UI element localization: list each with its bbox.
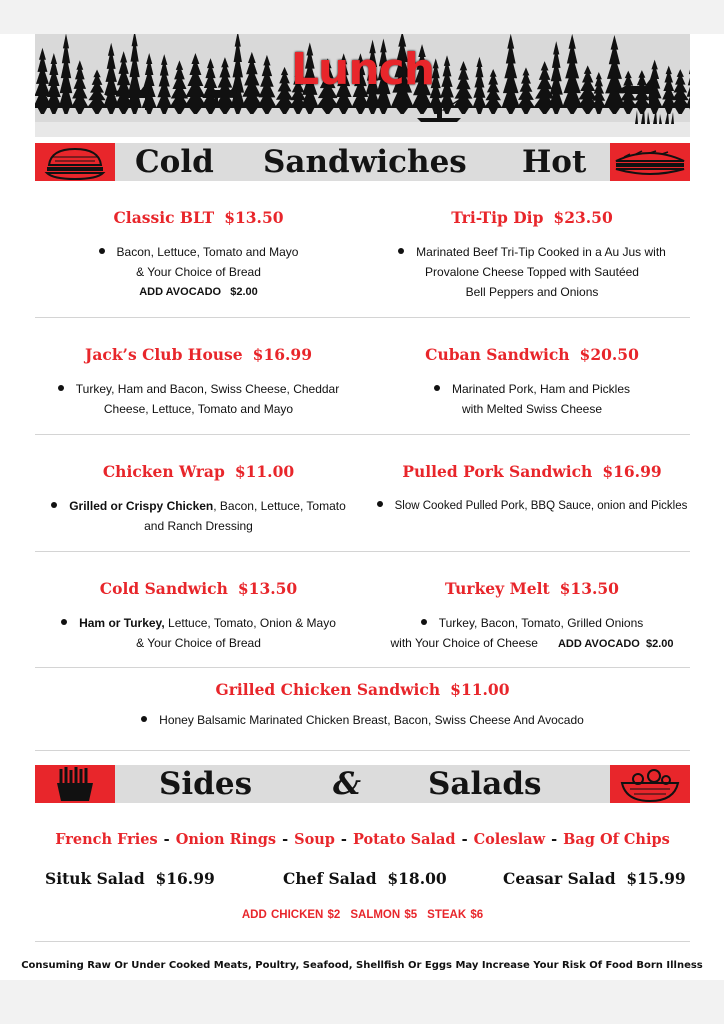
item-description: Slow Cooked Pulled Pork, BBQ Sauce, onion and Pickles xyxy=(362,496,702,516)
sub-sandwich-icon xyxy=(610,143,690,181)
section-icon-box xyxy=(35,765,115,803)
item-name: Cuban Sandwich $20.50 xyxy=(425,345,639,364)
item-description: Marinated Beef Tri-Tip Cooked in a Au Jus with Provalone Cheese Topped with Sautéed Bell Peppers and Onions xyxy=(362,242,702,302)
salad-item-ceasar: Ceasar Salad $15.99 xyxy=(503,869,686,888)
bullet-icon xyxy=(141,716,147,722)
menu-page xyxy=(0,34,724,980)
item-name: Chicken Wrap $11.00 xyxy=(102,462,295,481)
section-word-sandwiches: Sandwiches xyxy=(263,144,467,180)
divider xyxy=(35,434,690,435)
section-word-ampersand: & xyxy=(333,766,361,802)
sandwich-icon xyxy=(35,143,115,181)
bullet-icon xyxy=(99,248,105,254)
item-name: Classic BLT $13.50 xyxy=(113,208,284,227)
side-item: Potato Salad xyxy=(352,831,456,848)
divider xyxy=(35,667,690,668)
item-name: Tri-Tip Dip $23.50 xyxy=(451,208,613,227)
section-icon-box xyxy=(610,143,690,181)
section-icon-box xyxy=(610,765,690,803)
divider xyxy=(35,551,690,552)
item-name: Jack’s Club House $16.99 xyxy=(85,345,312,364)
side-item: Onion Rings xyxy=(175,831,277,848)
side-item: French Fries xyxy=(55,831,158,848)
item-description: Turkey, Bacon, Tomato, Grilled Onions with Your Choice of Cheese ADD AVOCADO $2.00 xyxy=(390,616,674,650)
item-description: Grilled or Crispy Chicken, Bacon, Lettuce, Tomato and Ranch Dressing xyxy=(35,496,362,536)
salad-bowl-icon xyxy=(610,765,690,803)
addon-note: ADD AVOCADO $2.00 xyxy=(557,638,674,650)
bullet-icon xyxy=(398,248,404,254)
menu-item-chicken-wrap xyxy=(35,461,362,536)
banner-title: Lunch xyxy=(290,44,435,95)
divider xyxy=(35,750,690,751)
item-description: Marinated Pork, Ham and Pickles with Melted Swiss Cheese xyxy=(362,379,702,419)
menu-item-tri-tip-dip xyxy=(362,207,702,302)
salad-item-chef: Chef Salad $18.00 xyxy=(283,869,447,888)
side-item: Coleslaw xyxy=(473,831,546,848)
food-safety-disclaimer: Consuming Raw Or Under Cooked Meats, Poultry, Seafood, Shellfish Or Eggs May Increase Your Risk Of Food Born Illness xyxy=(21,960,703,971)
menu-item-jacks-club-house xyxy=(35,344,362,419)
side-item: Soup xyxy=(294,831,335,848)
side-item: Bag Of Chips xyxy=(563,831,670,848)
item-name: Turkey Melt $13.50 xyxy=(445,579,619,598)
item-description: Honey Balsamic Marinated Chicken Breast, Bacon, Swiss Cheese And Avocado xyxy=(35,710,690,730)
section-word-salads: Salads xyxy=(428,766,542,802)
cold-hot-sandwiches-header xyxy=(35,143,690,181)
bullet-icon xyxy=(51,502,57,508)
menu-item-pulled-pork-sandwich xyxy=(362,461,702,516)
sides-list: French Fries - Onion Rings - Soup - Potato Salad - Coleslaw - Bag Of Chips xyxy=(55,831,670,848)
menu-item-classic-blt xyxy=(35,207,362,302)
sides-salads-header xyxy=(35,765,690,803)
bullet-icon xyxy=(421,619,427,625)
section-word-hot: Hot xyxy=(522,144,587,180)
item-name: Grilled Chicken Sandwich $11.00 xyxy=(215,680,510,699)
section-icon-box xyxy=(35,143,115,181)
section-word-sides: Sides xyxy=(159,766,253,802)
divider xyxy=(35,317,690,318)
item-description: Ham or Turkey, Lettuce, Tomato, Onion & Mayo & Your Choice of Bread xyxy=(35,613,362,653)
salad-item-situk: Situk Salad $16.99 xyxy=(45,869,215,888)
menu-item-grilled-chicken-sandwich xyxy=(35,679,690,730)
menu-item-cuban-sandwich xyxy=(362,344,702,419)
menu-item-cold-sandwich xyxy=(35,578,362,653)
bullet-icon xyxy=(58,385,64,391)
addon-note: ADD AVOCADO $2.00 xyxy=(139,286,258,298)
item-description: Bacon, Lettuce, Tomato and Mayo & Your Choice of Bread ADD AVOCADO $2.00 xyxy=(35,242,362,302)
divider xyxy=(35,941,690,942)
menu-item-turkey-melt xyxy=(362,578,702,654)
section-word-cold: Cold xyxy=(135,144,214,180)
salad-addons: ADD CHICKEN $2 SALMON $5 STEAK $6 xyxy=(241,909,484,921)
french-fries-icon xyxy=(35,765,115,803)
item-name: Pulled Pork Sandwich $16.99 xyxy=(402,462,662,481)
item-name: Cold Sandwich $13.50 xyxy=(99,579,298,598)
item-description: Turkey, Ham and Bacon, Swiss Cheese, Cheddar Cheese, Lettuce, Tomato and Mayo xyxy=(35,379,362,419)
banner-strip xyxy=(35,127,690,137)
lunch-banner xyxy=(35,34,690,127)
bullet-icon xyxy=(434,385,440,391)
bullet-icon xyxy=(377,501,383,507)
bullet-icon xyxy=(61,619,67,625)
